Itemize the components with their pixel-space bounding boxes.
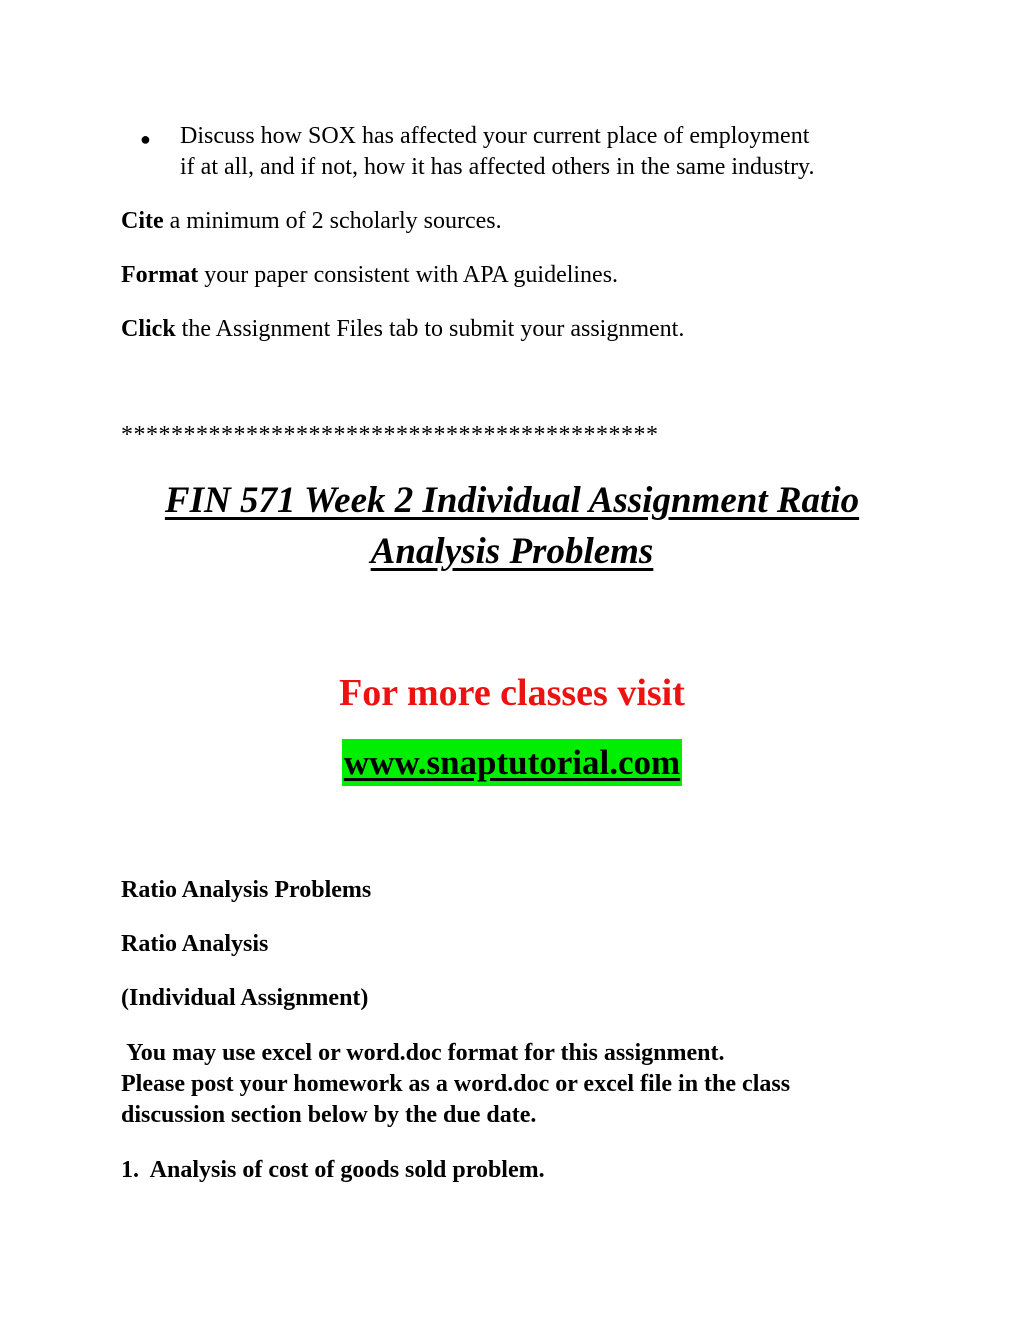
document-title-line-2: Analysis Problems bbox=[370, 531, 654, 572]
bullet-text-line-2: if at all, and if not, how it has affected others in the same industry. bbox=[180, 154, 815, 180]
instruction-cite bbox=[121, 206, 901, 237]
instruction-keyword: Click bbox=[121, 316, 176, 342]
bullet-dot-icon: ● bbox=[140, 129, 151, 149]
promo-text: For more classes visit bbox=[339, 672, 685, 714]
bullet-text-line-1: Discuss how SOX has affected your current place of employment bbox=[180, 123, 810, 149]
instruction-format bbox=[121, 260, 901, 291]
assignment-paragraph-line-2: Please post your homework as a word.doc or excel file in the class bbox=[121, 1071, 791, 1097]
instruction-text: a minimum of 2 scholarly sources. bbox=[163, 208, 502, 234]
list-item-1: 1. Analysis of cost of goods sold problem. bbox=[121, 1157, 545, 1183]
promo-link[interactable]: www.snaptutorial.com bbox=[342, 739, 682, 786]
assignment-paragraph-line-3: discussion section below by the due date. bbox=[121, 1102, 537, 1128]
assignment-paragraph-line-1: You may use excel or word.doc format for this assignment. bbox=[121, 1040, 725, 1066]
document-title-line-1: FIN 571 Week 2 Individual Assignment Ratio bbox=[164, 480, 860, 521]
promo-link-wrapper bbox=[0, 739, 1024, 786]
instruction-keyword: Format bbox=[121, 262, 199, 288]
separator-line: ******************************************* bbox=[121, 422, 659, 448]
section-heading-ratio-analysis: Ratio Analysis bbox=[121, 931, 269, 957]
instruction-text: the Assignment Files tab to submit your assignment. bbox=[175, 316, 685, 342]
section-heading-individual-assignment: (Individual Assignment) bbox=[121, 985, 369, 1011]
instruction-text: your paper consistent with APA guidelines. bbox=[198, 262, 619, 288]
instruction-click bbox=[121, 314, 901, 345]
section-heading-ratio-analysis-problems: Ratio Analysis Problems bbox=[121, 877, 372, 903]
instruction-keyword: Cite bbox=[121, 208, 164, 234]
